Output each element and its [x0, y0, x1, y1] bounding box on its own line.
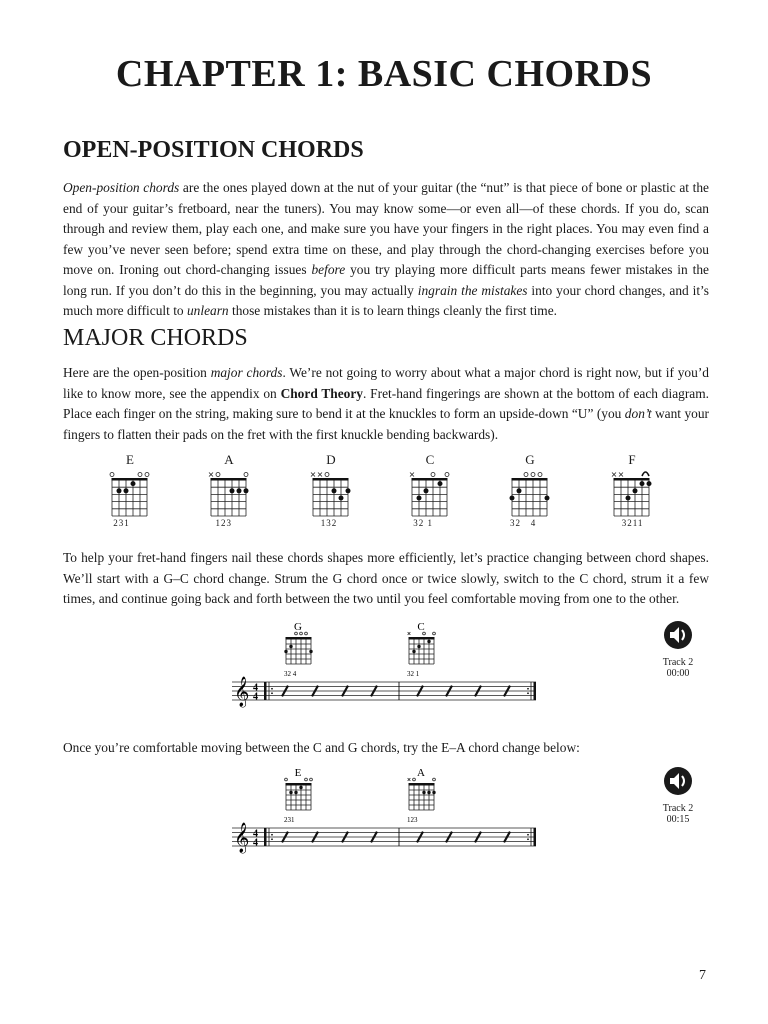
muted-string-marker — [318, 473, 322, 477]
chord-name: F — [628, 452, 636, 467]
chord-grid — [400, 468, 460, 518]
chapter-title: CHAPTER 1: BASIC CHORDS — [115, 53, 653, 95]
finger-dot — [633, 488, 638, 493]
finger-dot — [517, 488, 522, 493]
fingering-label: 32 4 — [284, 670, 297, 678]
finger-dot — [412, 650, 415, 653]
open-string-marker — [524, 473, 528, 477]
chord-name: C — [417, 621, 425, 633]
treble-clef: 𝄞 — [234, 823, 250, 853]
chord-diagram-g — [284, 632, 312, 664]
fingering-label: 32 4 — [510, 518, 537, 528]
chord-diagram-g — [510, 473, 550, 517]
time-signature-top: 4 — [253, 828, 258, 840]
chord-g — [500, 452, 560, 530]
track-2-audio-button[interactable] — [648, 620, 708, 679]
finger-dot — [647, 481, 652, 486]
fingering-label: 123 — [407, 816, 418, 824]
finger-dot — [432, 791, 435, 794]
chord-name: A — [417, 767, 425, 779]
chord-name: A — [224, 452, 234, 467]
text-run: Here are the open-position — [63, 365, 211, 380]
open-string-marker — [433, 778, 436, 781]
finger-dot — [289, 645, 292, 648]
text-run: want your fingers to flatten their pads on the fret with the first knuckle bending backwards). — [63, 406, 709, 442]
open-string-marker — [310, 778, 313, 781]
emphasis-text: don’t — [624, 406, 652, 421]
repeat-start-thick — [264, 682, 267, 700]
finger-dot — [545, 496, 550, 501]
chord-d — [301, 452, 361, 530]
open-string-marker — [431, 473, 435, 477]
open-string-marker — [110, 473, 114, 477]
section-heading-open-position: OPEN-POSITION CHORDS — [63, 137, 364, 163]
chord-e — [100, 452, 160, 530]
chord-name: G — [294, 621, 302, 633]
open-string-marker — [445, 473, 449, 477]
fingering-label: 123 — [209, 518, 232, 528]
chord-grid — [100, 468, 160, 518]
finger-dot — [299, 786, 302, 789]
nut — [409, 637, 435, 640]
emphasis-text: ingrain the mistakes — [417, 282, 528, 298]
fingering-label: 231 — [284, 816, 295, 824]
finger-dot — [346, 488, 351, 493]
nut — [512, 478, 548, 481]
finger-dot — [510, 496, 515, 501]
text-run: are the ones played down at the nut of your guitar (the “nut” is that piece of bone or plastic at the end of your guitar’s fretboard, near the tuners). You may know some—or even all—of these chords. If you do, scan through and review them, play each one, and make sure you have your fingers in the right places. You may even find a few you’ve never seen before; spend extra time on these, and play through the chord-changing exercises before you move on. Ironing out chord-changing issues — [63, 180, 710, 277]
finger-dot — [244, 488, 249, 493]
open-string-marker — [413, 778, 416, 781]
muted-string-marker — [408, 778, 411, 781]
open-string-marker — [216, 473, 220, 477]
nut — [412, 478, 448, 481]
chord-diagram-row — [0, 452, 768, 532]
chord-diagram-c — [410, 473, 449, 517]
emphasis-text: Open-position chords — [63, 180, 180, 195]
open-string-marker — [244, 473, 248, 477]
chord-diagram-a — [408, 778, 436, 810]
repeat-start-thick — [264, 828, 267, 846]
speaker-icon — [663, 620, 693, 650]
chord-diagram-f — [612, 472, 652, 516]
muted-string-marker — [209, 473, 213, 477]
chord-diagram-a — [209, 473, 249, 517]
page-number: 7 — [699, 968, 706, 983]
finger-dot — [124, 488, 129, 493]
open-string-marker — [325, 473, 329, 477]
emphasis-text: major chords — [210, 365, 283, 380]
repeat-dot — [527, 692, 529, 694]
emphasis-text: Chord Theory — [280, 385, 363, 401]
open-string-marker — [305, 632, 308, 635]
emphasis-text: before — [311, 262, 346, 277]
chord-name: E — [126, 452, 134, 467]
finger-dot — [309, 650, 312, 653]
chord-c — [400, 452, 460, 530]
nut — [112, 478, 148, 481]
muted-string-marker — [311, 473, 315, 477]
chord-diagram-e — [285, 778, 313, 810]
chord-diagram-c — [408, 632, 436, 664]
finger-dot — [332, 488, 337, 493]
exercise-e-a — [0, 764, 768, 864]
speaker-icon — [663, 766, 693, 796]
finger-dot — [237, 488, 242, 493]
open-string-marker — [531, 473, 535, 477]
open-position-paragraph — [63, 178, 709, 322]
finger-dot — [438, 481, 443, 486]
time-signature-top: 4 — [253, 682, 258, 694]
repeat-end-thick — [534, 828, 537, 846]
repeat-dot — [527, 688, 529, 690]
repeat-dot — [527, 834, 529, 836]
chord-change-paragraph: To help your fret-hand fingers nail these chords shapes more efficiently, let’s practice changing between chord shapes. We’ll start with a G–C chord change. Strum the G chord once or twice slowly, switch to the C chord, strum it a few times, and continue going back and forth between the two until you feel comfortable moving from one to the other. — [63, 550, 709, 606]
fingering-label: 32 1 — [410, 518, 433, 528]
chord-diagram-d — [311, 473, 351, 517]
chord-grid — [602, 468, 662, 518]
open-string-marker — [145, 473, 149, 477]
chord-f — [602, 452, 662, 530]
treble-clef: 𝄞 — [234, 677, 250, 707]
nut — [614, 478, 650, 481]
track-label: Track 2 — [662, 657, 694, 668]
repeat-dot — [271, 688, 273, 690]
e-a-change-paragraph: Once you’re comfortable moving between the C and G chords, try the E–A chord change below: — [63, 740, 580, 755]
finger-dot — [640, 481, 645, 486]
finger-dot — [424, 488, 429, 493]
muted-string-marker — [612, 473, 616, 477]
repeat-dot — [271, 834, 273, 836]
major-chords-paragraph — [63, 363, 709, 445]
text-run: those mistakes than it is to learn things cleanly the first time. — [228, 303, 558, 318]
emphasis-text: unlearn — [186, 303, 229, 318]
finger-dot — [339, 496, 344, 501]
fingering-label: 3211 — [612, 518, 644, 528]
nut — [286, 637, 312, 640]
chord-a — [199, 452, 259, 530]
finger-dot — [427, 640, 430, 643]
fingering-label: 231 — [110, 518, 130, 528]
track-2-audio-button[interactable] — [648, 766, 708, 825]
finger-dot — [284, 650, 287, 653]
finger-dot — [427, 791, 430, 794]
open-string-marker — [285, 778, 288, 781]
text-run: into your chord changes, and it’s much more difficult to — [63, 282, 709, 318]
chord-diagram-e — [110, 473, 149, 517]
section-heading-major-chords: MAJOR CHORDS — [63, 325, 248, 351]
track-time: 00:15 — [666, 814, 690, 825]
muted-string-marker — [410, 473, 414, 477]
repeat-dot — [271, 838, 273, 840]
chord-name: E — [294, 767, 302, 779]
finger-dot — [422, 791, 425, 794]
finger-dot — [294, 791, 297, 794]
muted-string-marker — [619, 473, 623, 477]
time-signature-bottom: 4 — [253, 691, 258, 703]
muted-string-marker — [408, 632, 411, 635]
open-string-marker — [305, 778, 308, 781]
nut — [211, 478, 247, 481]
time-signature-bottom: 4 — [253, 837, 258, 849]
chord-grid — [301, 468, 361, 518]
repeat-dot — [527, 838, 529, 840]
finger-dot — [626, 496, 631, 501]
repeat-dot — [271, 692, 273, 694]
nut — [286, 783, 312, 786]
chord-name: C — [425, 452, 435, 467]
nut — [313, 478, 349, 481]
barre-arc — [642, 472, 649, 476]
track-label: Track 2 — [662, 803, 694, 814]
chord-name: D — [326, 452, 336, 467]
finger-dot — [230, 488, 235, 493]
track-time: 00:00 — [666, 668, 690, 679]
chord-grid — [199, 468, 259, 518]
finger-dot — [131, 481, 136, 486]
exercise-g-c — [0, 618, 768, 718]
chord-grid — [500, 468, 560, 518]
open-string-marker — [138, 473, 142, 477]
open-string-marker — [538, 473, 542, 477]
text-run: . Fret-hand fingerings are shown at the bottom of each diagram. Place each finger on the string, making sure to bend it at the knuckles to form an upside-down “U” (you — [63, 385, 710, 421]
finger-dot — [417, 496, 422, 501]
text-run: . We’re not going to worry about what a major chord is right now, but if you’d like to know more, see the appendix on — [63, 365, 709, 401]
fingering-label: 32 1 — [407, 670, 420, 678]
chord-name: G — [525, 452, 535, 467]
open-string-marker — [433, 632, 436, 635]
fingering-label: 132 — [311, 518, 338, 528]
nut — [409, 783, 435, 786]
text-run: you try playing more difficult parts means fewer mistakes in the long run. If you don’t do this in the beginning, you may actually — [63, 262, 709, 298]
repeat-end-thick — [534, 682, 537, 700]
finger-dot — [289, 791, 292, 794]
finger-dot — [417, 645, 420, 648]
finger-dot — [117, 488, 122, 493]
